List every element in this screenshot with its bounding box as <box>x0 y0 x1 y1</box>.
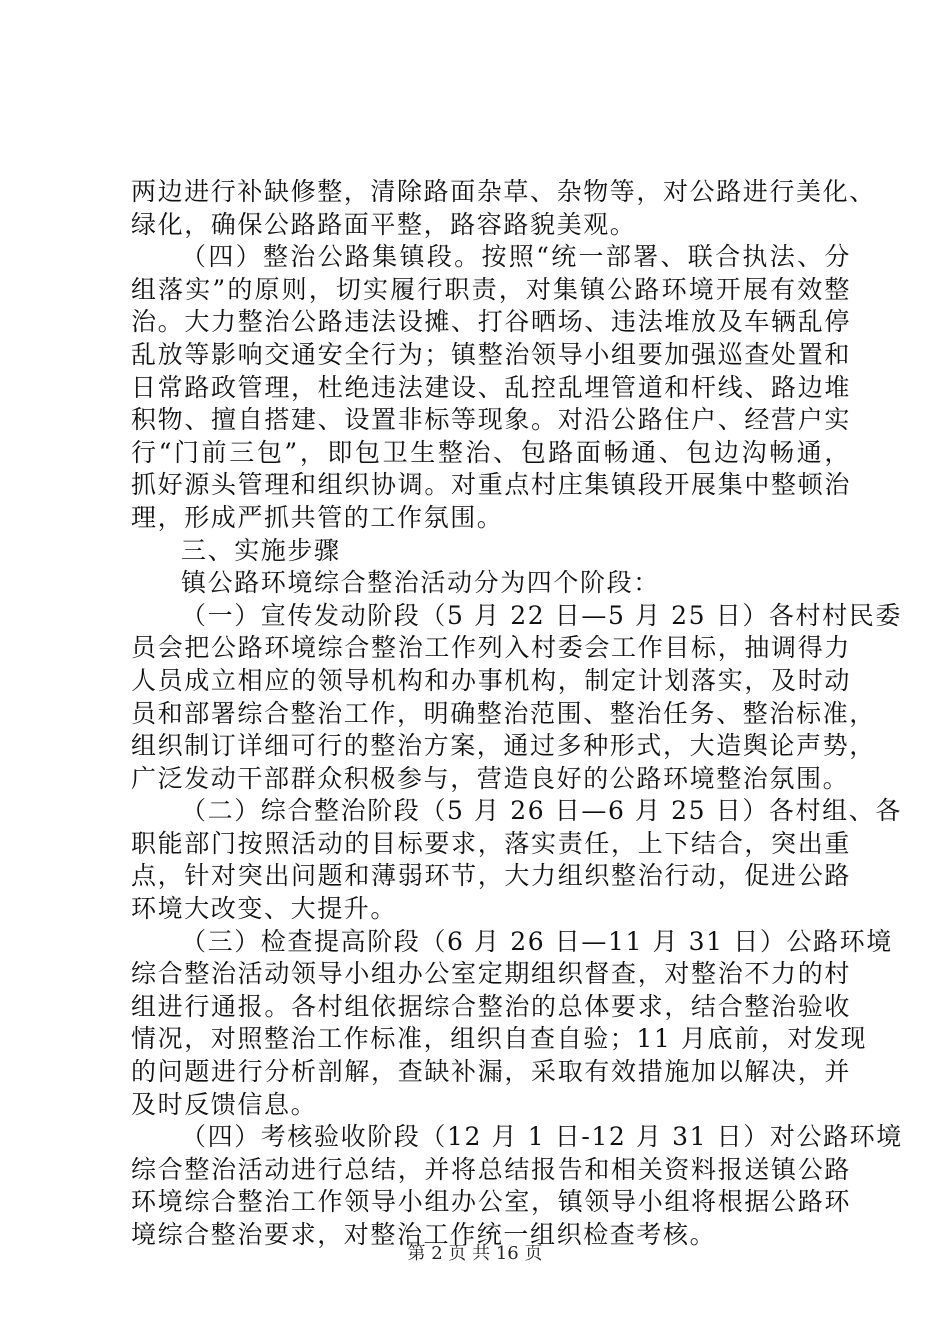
text-line: 综合整治活动领导小组办公室定期组织督查，对整治不力的村 <box>131 959 851 989</box>
text-line: 的问题进行分析剖解，查缺补漏，采取有效措施加以解决，并 <box>131 1057 851 1087</box>
page-footer: 第 2 页 共 16 页 <box>407 1243 543 1264</box>
text-line: 组落实”的原则，切实履行职责，对集镇公路环境开展有效整 <box>131 274 851 304</box>
text-line: 治。大力整治公路违法设摊、打谷晒场、违法堆放及车辆乱停 <box>131 307 851 337</box>
text-line: 员和部署综合整治工作，明确整治范围、整治任务、整治标准， <box>131 698 876 728</box>
text-line: 情况，对照整治工作标准，组织自查自验；11 月底前，对发现 <box>131 1024 868 1054</box>
text-line: （三）检查提高阶段（6 月 26 日—11 月 31 日）公路环境 <box>181 926 893 956</box>
text-line: 及时反馈信息。 <box>131 1089 318 1119</box>
text-line: 理，形成严抓共管的工作氛围。 <box>131 502 504 532</box>
text-line: 综合整治活动进行总结，并将总结报告和相关资料报送镇公路 <box>131 1154 851 1184</box>
text-line: 行“门前三包”，即包卫生整治、包路面畅通、包边沟畅通， <box>131 437 851 467</box>
text-line: （一）宣传发动阶段（5 月 22 日—5 月 25 日）各村村民委 <box>181 600 902 630</box>
text-line: 三、实施步骤 <box>181 535 341 565</box>
body-text <box>131 176 903 1252</box>
text-line: 组进行通报。各村组依据综合整治的总体要求，结合整治验收 <box>131 991 851 1021</box>
text-line: 绿化，确保公路路面平整，路容路貌美观。 <box>131 209 637 239</box>
text-line: 广泛发动干部群众积极参与，营造良好的公路环境整治氛围。 <box>131 763 850 793</box>
text-line: 境综合整治要求，对整治工作统一组织检查考核。 <box>131 1220 717 1249</box>
text-line: 抓好源头管理和组织协调。对重点村庄集镇段开展集中整顿治 <box>131 470 851 500</box>
text-line: 员会把公路环境综合整治工作列入村委会工作目标，抽调得力 <box>131 633 851 663</box>
text-line: 人员成立相应的领导机构和办事机构，制定计划落实，及时动 <box>131 665 851 695</box>
text-line: （二）综合整治阶段（5 月 26 日—6 月 25 日）各村组、各 <box>181 796 902 826</box>
text-line: （四）考核验收阶段（12 月 1 日-12 月 31 日）对公路环境 <box>181 1122 903 1152</box>
text-line: （四）整治公路集镇段。按照“统一部署、联合执法、分 <box>181 242 851 272</box>
text-line: 环境大改变、大提升。 <box>131 894 398 924</box>
text-line: 日常路政管理，杜绝违法建设、乱控乱埋管道和杆线、路边堆 <box>131 372 851 402</box>
text-line: 职能部门按照活动的目标要求，落实责任，上下结合，突出重 <box>131 828 851 858</box>
text-line: 点，针对突出问题和薄弱环节，大力组织整治行动，促进公路 <box>131 861 851 891</box>
text-line: 乱放等影响交通安全行为；镇整治领导小组要加强巡查处置和 <box>131 339 851 369</box>
text-line: 两边进行补缺修整，清除路面杂草、杂物等，对公路进行美化、 <box>131 177 876 206</box>
text-line: 环境综合整治工作领导小组办公室，镇领导小组将根据公路环 <box>131 1187 851 1217</box>
text-line: 组织制订详细可行的整治方案，通过多种形式，大造舆论声势， <box>131 731 876 761</box>
text-line: 镇公路环境综合整治活动分为四个阶段： <box>181 568 660 598</box>
text-line: 积物、擅自搭建、设置非标等现象。对沿公路住户、经营户实 <box>131 405 851 435</box>
